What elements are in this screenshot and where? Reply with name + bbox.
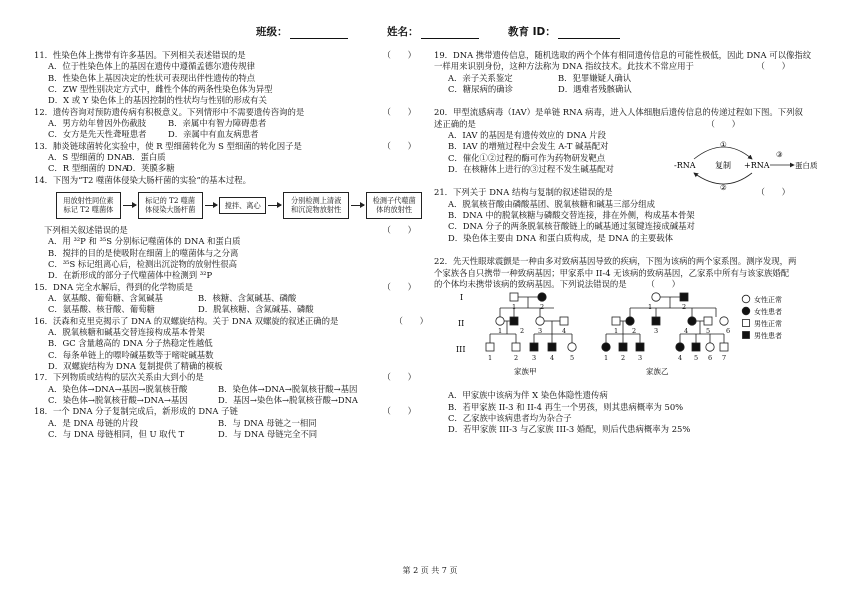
ind-num: 2 [632,327,637,336]
option-d: D．荚膜多糖 [126,163,175,174]
option-d: D．基因→染色体→脱氧核苷酸→DNA [218,395,358,405]
option-c: C．染色体→脱氧核苷酸→DNA→基因 [48,395,188,405]
ind-num: 1 [648,303,653,312]
option-b: B．搅拌的目的是使吸附在细菌上的噬菌体与之分离 [48,247,239,258]
question-stem-line2: 个家族各自只携带一种致病基因；甲家系中 II-4 无该病的致病基因，乙家系中所有与该家族婚配 [434,267,790,278]
family-a-tree [486,293,576,351]
option-c: C．催化①②过程的酶可作为药物研发靶点 [448,152,606,163]
answer-paren: （ ） [756,187,790,198]
option-c: C．与 DNA 母链相同，但 U 取代 T [48,429,185,440]
female-affected-icon [688,317,696,325]
male-normal-icon [612,317,620,325]
class-label: 班级： [256,26,288,38]
option-a: A．是 DNA 母链的片段 [48,417,139,428]
question-stem: 14．下图为“T2 噬菌体侵染大肠杆菌的实验”的基本过程。 [34,174,252,185]
male-affected-icon [636,343,644,351]
class-field [256,25,348,39]
answer-paren: （ ） [646,278,680,289]
flow-arrow-icon [123,205,136,206]
option-b: B．犯罪嫌疑人确认 [558,72,632,83]
question-stem: 20．甲型流感病毒（IAV）是单链 RNA 病毒，进入人体细胞后遗传信息的传递过程如下图。下列叙 [434,107,803,118]
question-17 [34,372,422,406]
option-c: C．DNA 分子的两条脱氧核苷酸链上的碱基通过氢键连接成碱基对 [448,221,695,232]
ind-num: 5 [570,354,575,363]
question-18 [34,406,422,440]
question-stem: 12．遗传咨询对预防遗传病有积极意义。下列情形中不需要遗传咨询的是 [34,106,305,117]
male-affected-icon [530,343,538,351]
ind-num: 4 [550,354,555,363]
family-a-numbers [488,303,574,362]
question-16 [34,315,428,373]
question-15 [34,282,422,316]
question-stem: 19．DNA 携带遗传信息，随机选取的两个个体有相同遗传信息的可能性极低，因此 DNA 可以像指纹 [434,50,812,60]
experiment-flowchart [56,192,422,219]
flow-step-5: 检测子代噬菌体的放射性 [366,192,422,219]
minus-rna-label: -RNA [674,161,696,171]
option-d: D．在新形成的部分子代噬菌体中检测到 ³²P [48,270,213,281]
question-12 [34,107,422,141]
male-affected-icon [619,343,627,351]
answer-paren: （ ） [382,372,416,383]
option-d: D．X 或 Y 染色体上的基因控制的性状均与性别的形成有关 [48,95,267,106]
ind-num: 1 [512,303,517,312]
question-substem: 下列相关叙述错误的是 [44,224,128,235]
male-affected-icon [652,317,660,325]
ind-num: 2 [621,354,626,363]
male-affected-icon [510,317,518,325]
answer-paren: （ ） [382,106,416,117]
flow-arrow-icon [351,205,364,206]
female-normal-icon [706,343,714,351]
ind-num: 3 [638,354,643,363]
male-normal-icon [486,343,494,351]
answer-paren: （ ） [756,61,790,72]
id-blank[interactable] [558,27,620,39]
option-b: B．亲属中有智力障碍患者 [168,118,267,129]
question-22 [434,256,830,435]
legend-male-normal: 男性正常 [754,320,782,329]
gen-i-label: I [460,293,464,303]
protein-label: 蛋白质 [795,161,818,171]
ind-num: 2 [520,327,525,336]
male-normal-icon [512,343,520,351]
option-a: A．男方幼年曾因外伤截肢 [48,118,147,129]
step-2-label: ② [720,183,727,193]
gen-ii-label: II [458,319,465,329]
option-b: B．核糖、含氮碱基、磷酸 [198,292,297,303]
option-d: D．若甲家族 III-3 与乙家族 III-3 婚配，则后代患病概率为 25% [448,424,691,435]
flow-step-4: 分别检测上清液和沉淀物放射性 [283,192,350,219]
ind-num: 5 [706,327,711,336]
option-d: D．双螺旋结构为 DNA 复制提供了精确的模板 [48,360,223,371]
option-a: A．用 ³²P 和 ³⁵S 分别标记噬菌体的 DNA 和蛋白质 [48,236,241,247]
ind-num: 1 [488,354,493,363]
question-stem-line3: 的个体均未携带该病的致病基因。下列说法错误的是 [434,278,627,289]
name-blank[interactable] [421,27,479,39]
ind-num: 2 [540,303,545,312]
question-11 [34,50,422,107]
question-21 [434,187,830,244]
question-stem: 11．性染色体上携带有许多基因。下列相关表述错误的是 [34,50,246,60]
female-affected-icon [602,343,610,351]
ind-num: 6 [708,354,713,363]
option-c: C．女方是先天性聋哑患者 [48,129,147,140]
legend-male-affected: 男性患者 [754,332,782,341]
option-a: A．氨基酸、葡萄糖、含氮碱基 [48,292,163,303]
gen-iii-label: III [456,345,466,355]
option-b: B．性染色体上基因决定的性状可表现出伴性遗传的特点 [48,72,256,83]
option-a: A．IAV 的基因是有遗传效应的 DNA 片段 [448,130,606,141]
ind-num: 3 [532,354,537,363]
step-1-label: ① [720,140,727,150]
option-b: B．染色体→DNA→脱氧核苷酸→基因 [218,383,358,394]
answer-paren: （ ） [382,50,416,60]
question-19 [434,50,830,95]
pedigree-legend [742,295,782,340]
family-b-tree [602,293,731,351]
option-d: D．遇难者残骸确认 [558,84,632,95]
option-b: B．DNA 中的脱氧核糖与磷酸交替连接，排在外侧，构成基本骨架 [448,210,695,221]
option-a: A．甲家族中该病为伴 X 染色体隐性遗传病 [448,390,608,401]
ind-num: 1 [498,327,503,336]
answer-paren: （ ） [382,406,416,417]
ind-num: 5 [694,354,699,363]
flow-step-1: 用放射性同位素标记 T2 噬菌体 [56,192,121,219]
question-stem: 15．DNA 完全水解后，得到的化学物质是 [34,281,194,292]
family-b-label: 家族乙 [646,367,669,377]
option-c: C．R 型细菌的 DNA [48,163,129,174]
question-stem: 21．下列关于 DNA 结构与复制的叙述错误的是 [434,187,613,198]
ind-num: 3 [538,327,543,336]
name-label: 姓名： [387,26,419,38]
female-normal-icon [536,317,544,325]
option-c: C．ZW 型性别决定方式中，雌性个体的两条性染色体为异型 [48,84,273,95]
option-b: B．蛋白质 [126,152,166,163]
ind-num: 4 [684,327,689,336]
option-d: D．在核糖体上进行的③过程不发生碱基配对 [448,164,614,175]
flow-arrow-icon [205,205,218,206]
answer-paren: （ ） [706,118,740,129]
male-normal-icon [743,320,750,327]
page-number: 第 2 页 共 7 页 [402,566,458,575]
option-a: A．脱氧核糖和碱基交替连接构成基本骨架 [48,326,205,337]
option-b: B．与 DNA 母链之一相同 [218,417,317,428]
male-normal-icon [560,317,568,325]
ind-num: 3 [654,327,659,336]
option-a: A．S 型细菌的 DNA [48,152,128,163]
option-c: C．每条单链上的嘌呤碱基数等于嘧啶碱基数 [48,349,214,360]
option-b: B．若甲家族 II-3 和 II-4 再生一个男孩，则其患病概率为 50% [448,401,684,412]
question-13 [34,141,422,175]
option-d: D．染色体主要由 DNA 和蛋白质构成，是 DNA 的主要载体 [448,232,674,243]
ind-num: 6 [726,327,731,336]
male-affected-icon [692,343,700,351]
flow-arrow-icon [268,205,281,206]
option-c: C．乙家族中该病患者均为杂合子 [448,412,572,423]
legend-female-affected: 女性患者 [754,308,782,317]
option-a: A．染色体→DNA→基因→脱氧核苷酸 [48,383,188,394]
answer-paren: （ ） [382,140,416,151]
male-normal-icon [704,317,712,325]
question-stem-line2: 述正确的是 [434,118,476,129]
flow-step-3: 搅拌、离心 [219,197,266,214]
option-b: B．IAV 的增殖过程中会发生 A-T 碱基配对 [448,141,609,152]
female-affected-icon [676,343,684,351]
family-a-label: 家族甲 [514,367,537,377]
iav-replication-diagram [672,137,822,192]
option-c: C．³⁵S 标记组离心后，检测出沉淀物的放射性很高 [48,258,238,269]
ind-num: 7 [722,354,727,363]
name-field [387,25,479,39]
option-b: B．GC 含量越高的 DNA 分子热稳定性越低 [48,338,213,349]
female-affected-icon [742,307,750,315]
question-stem: 22．先天性眼球震颤是一种由多对致病基因导致的疾病，下图为该病的两个家系图。测序发现，两 [434,256,797,267]
question-stem: 18．一个 DNA 分子复制完成后，新形成的 DNA 子链 [34,406,238,417]
flow-step-2: 标记的 T2 噬菌体侵染大肠杆菌 [138,192,203,219]
question-stem: 16．沃森和克里克揭示了 DNA 的双螺旋结构。关于 DNA 双螺旋的叙述正确的是 [34,315,339,326]
ind-num: 2 [514,354,519,363]
id-field [508,25,620,39]
female-normal-icon [496,317,504,325]
right-column [434,50,830,436]
female-affected-icon [626,317,634,325]
female-normal-icon [720,317,728,325]
female-affected-icon [538,293,546,301]
male-normal-icon [510,293,518,301]
step-3-label: ③ [776,150,783,160]
answer-paren: （ ） [382,281,416,292]
legend-female-normal: 女性正常 [754,296,782,305]
male-affected-icon [548,343,556,351]
option-a: A．脱氧核苷酸由磷酸基团、脱氧核糖和碱基三部分组成 [448,198,656,209]
female-normal-icon [652,293,660,301]
male-affected-icon [680,293,688,301]
option-a: A．亲子关系鉴定 [448,72,513,83]
left-column [34,50,428,440]
answer-paren: （ ） [382,224,416,235]
answer-paren: （ ） [394,315,428,326]
female-normal-icon [568,343,576,351]
option-d: D．脱氧核糖、含氮碱基、磷酸 [198,304,314,315]
question-stem: 13．肺炎链球菌转化实验中，使 R 型细菌转化为 S 型细菌的转化因子是 [34,140,302,151]
question-stem-line2: 一样用来识别身份，这种方法称为 DNA 指纹技术。此技术不常应用于 [434,61,694,72]
female-normal-icon [742,295,750,303]
ind-num: 4 [678,354,683,363]
pedigree-chart [434,290,830,390]
class-blank[interactable] [290,27,348,39]
ind-num: 4 [562,327,567,336]
question-stem: 17．下列物质或结构的层次关系由大到小的是 [34,372,204,383]
option-c: C．氨基酸、核苷酸、葡萄糖 [48,304,155,315]
question-14 [34,175,422,282]
option-c: C．糖尿病的确诊 [448,84,514,95]
option-a: A．位于性染色体上的基因在遗传中遵循孟德尔遗传规律 [48,61,256,72]
ind-num: 2 [682,303,687,312]
option-d: D．与 DNA 母链完全不同 [218,429,318,440]
option-d: D．亲属中有血友病患者 [168,129,259,140]
male-affected-icon [743,332,750,339]
plus-rna-label: +RNA [744,161,770,171]
ind-num: 1 [614,327,619,336]
id-label: 教育 ID： [508,26,556,38]
ind-num: 1 [604,354,609,363]
replication-label: 复制 [715,161,731,171]
male-normal-icon [720,343,728,351]
